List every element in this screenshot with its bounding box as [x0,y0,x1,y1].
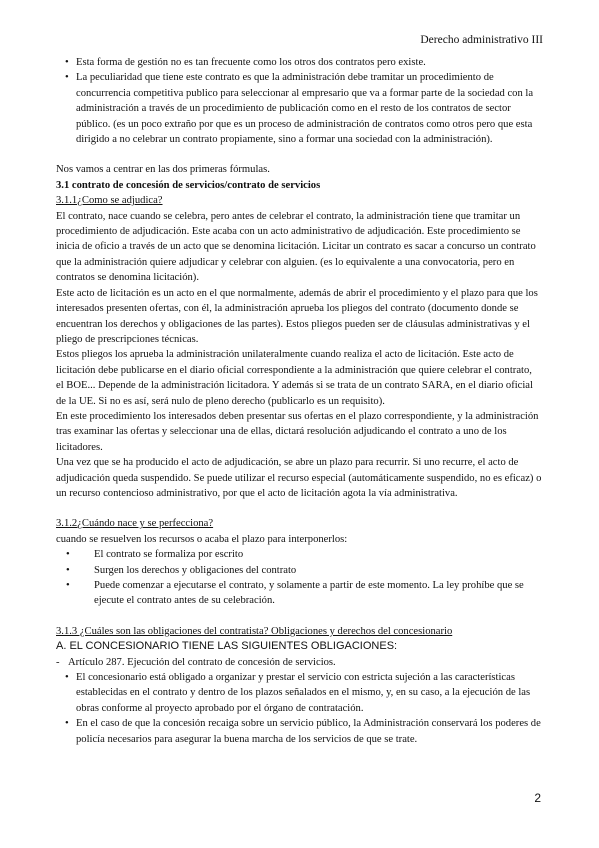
paragraph: Una vez que se ha producido el acto de adjudicación, se abre un plazo para recurrir. Si uno recurre, el acto de adjudicación queda suspendido. Se puede utilizar el recurso especial (automáticamente suspendido, no es eficaz) o un recurso contencioso administrativo, por que el acto de licitación agota la vía administrativa. [56,457,542,499]
bullet-icon: • [65,72,69,84]
intro-paragraph: Nos vamos a centrar en las dos primeras fórmulas. [56,164,270,176]
bullet-item: • En el caso de que la concesión recaiga sobre un servicio público, la Administración conservará los poderes de policía necesarios para asegurar la buena marcha de los servicios de que se trate. [65,718,541,745]
obligations-heading: A. EL CONCESIONARIO TIENE LAS SIGUIENTES OBLIGACIONES: [56,640,398,653]
paragraph: Estos pliegos los aprueba la administración unilateralmente cuando realiza el acto de licitación. Este acto de licitación debe publicarse en el diario oficial correspondiente a la administración que quiere celebrar el contrato, el BOE... Depende de la administración licitadora. Y además si se trata de un contrato SARA, en el diario oficial de la UE. Si no es así, será nulo de pleno derecho (publicarlo es un requisito). [56,349,533,407]
article-line: - Artículo 287. Ejecución del contrato de concesión de servicios. [56,655,542,670]
paragraph: Este acto de licitación es un acto en el que normalmente, además de abrir el procedimiento y el plazo para que los interesados presenten ofertas, con él, la administración aprueba los pliegos del contrato (documento donde se encuentran los derechos y obligaciones de las partes). Estos pliegos pueden ser de cláusulas administrativas y el pliego de prescripciones técnicas. [56,287,538,345]
bullet-item: • El concesionario está obligado a organizar y prestar el servicio con estricta sujeción a las características establecidas en el contrato y dentro de los plazos señalados en el mismo, y, en su caso, a la ejecución de las obras conforme al proyecto aprobado por el órgano de contratación. [65,672,531,714]
bullet-item: • La peculiaridad que tiene este contrato es que la administración debe tramitar un procedimiento de concurrencia competitiva publico para seleccionar al empresario que va a formar parte de la sociedad con la administración a través de un procedimiento de publicación como en el resto de los contratos de sector público. (es un poco extraño por que es un proceso de administración de contratos como otros pero que esta dirigido a no celebrar un contrato propiamente, sino a formar una sociedad con la administración). [65,72,534,146]
bullet-item: • Surgen los derechos y obligaciones del contrato [56,563,542,578]
paragraph: cuando se resuelven los recursos o acaba el plazo para interponerlos: [56,533,348,545]
subsection-title: 3.1.3 ¿Cuáles son las obligaciones del contratista? Obligaciones y derechos del concesionario [56,625,453,637]
running-header: Derecho administrativo III [420,34,543,46]
dash-icon: - [56,656,60,668]
page-content [56,55,542,747]
section-title: 3.1 contrato de concesión de servicios/contrato de servicios [56,179,321,191]
bullet-item: • Puede comenzar a ejecutarse el contrato, y solamente a partir de este momento. La ley prohíbe que se ejecute el contrato antes de su celebración. [66,580,524,607]
subsection-title: 3.1.2¿Cuándo nace y se perfecciona? [56,518,214,530]
paragraph: El contrato, nace cuando se celebra, pero antes de celebrar el contrato, la administración tiene que tramitar un procedimiento de adjudicación. Este acaba con un acto administrativo de adjudicación. Este procedimiento se inicia de oficio a través de un acto que se denomina licitación. Licitar un contrato es sacar a concurso un contrato que la administración quiere adjudicar y celebrar con alguien. (es lo equivalente a una convocatoria, pero en contratos se denomina licitación). [56,210,536,284]
bullet-item: • El contrato se formaliza por escrito [56,547,542,562]
bullet-icon: • [65,718,69,730]
bullet-icon: • [66,549,70,561]
bullet-icon: • [65,672,69,684]
bullet-icon: • [65,57,69,68]
bullet-item: • Esta forma de gestión no es tan frecuente como los otros dos contratos pero existe. [56,55,542,70]
bullet-icon: • [66,580,70,591]
page-number: 2 [534,791,541,805]
bullet-icon: • [66,564,70,576]
subsection-title: 3.1.1¿Como se adjudica? [56,195,163,207]
paragraph: En este procedimiento los interesados deben presentar sus ofertas en el plazo correspondiente, y la administración tras examinar las ofertas y seleccionar una de ellas, dictará resolución adjudicando el contrato a uno de los licitadores. [56,410,539,453]
